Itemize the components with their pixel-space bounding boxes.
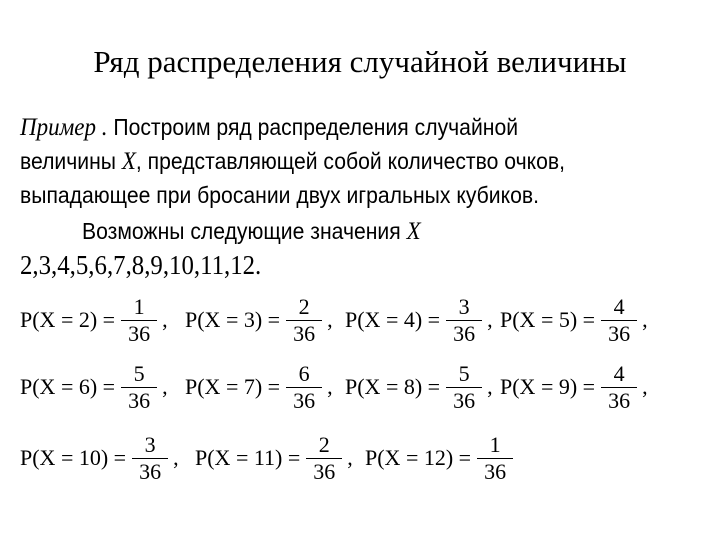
intro-line-4-text: Возможны следующие значения (82, 218, 401, 244)
fraction-numerator: 1 (133, 293, 145, 319)
probability-lhs: P(X = 8) = (345, 374, 441, 399)
probability-fraction (601, 294, 637, 347)
fraction-denominator: 36 (293, 387, 316, 413)
probability-lhs: P(X = 10) = (20, 445, 127, 470)
variable-x: X (406, 218, 421, 245)
fraction-denominator: 36 (608, 387, 631, 413)
probability-lhs: P(X = 5) = (500, 307, 596, 332)
separator-comma: , (162, 307, 168, 332)
probability-fraction (121, 294, 157, 347)
probability-fraction (446, 294, 482, 347)
probability-fraction (286, 294, 322, 347)
intro-line-4 (82, 214, 717, 249)
probability-equation (195, 423, 353, 493)
probability-lhs: P(X = 7) = (185, 374, 281, 399)
fraction-denominator: 36 (128, 387, 151, 413)
fraction-denominator: 36 (453, 387, 476, 413)
probability-equation (20, 285, 168, 355)
fraction-numerator: 5 (133, 360, 145, 386)
intro-line-2-b: , представляющей собой количество очков, (135, 148, 565, 174)
possible-values: 2,3,4,5,6,7,8,9,10,11,12. (20, 250, 262, 280)
separator-comma: , (487, 374, 493, 399)
fraction-numerator: 6 (298, 360, 310, 386)
probability-fraction (306, 432, 342, 485)
intro-line-1 (20, 110, 655, 145)
fraction-numerator: 4 (613, 360, 625, 386)
probability-equation (500, 285, 648, 355)
separator-comma: , (642, 307, 648, 332)
intro-line-3: выпадающее при бросании двух игральных кубиков. (20, 182, 539, 208)
fraction-numerator: 1 (489, 431, 501, 457)
separator-comma: , (642, 374, 648, 399)
probability-equation (20, 423, 179, 493)
example-label: Пример . (20, 114, 108, 141)
probability-equation (20, 352, 168, 422)
fraction-denominator: 36 (608, 320, 631, 346)
probability-lhs: P(X = 11) = (195, 445, 301, 470)
probability-lhs: P(X = 9) = (500, 374, 596, 399)
probability-lhs: P(X = 6) = (20, 374, 116, 399)
fraction-numerator: 3 (458, 293, 470, 319)
fraction-numerator: 3 (144, 431, 156, 457)
intro-line-2-a: величины (20, 148, 116, 174)
fraction-denominator: 36 (484, 458, 507, 484)
fraction-denominator: 36 (128, 320, 151, 346)
probability-equation (500, 352, 648, 422)
fraction-numerator: 2 (318, 431, 330, 457)
intro-line-2 (20, 144, 655, 179)
separator-comma: , (327, 307, 333, 332)
probability-fraction (601, 361, 637, 414)
fraction-denominator: 36 (313, 458, 336, 484)
fraction-denominator: 36 (293, 320, 316, 346)
separator-comma: , (487, 307, 493, 332)
separator-comma: , (162, 374, 168, 399)
probability-fraction (286, 361, 322, 414)
probability-lhs: P(X = 4) = (345, 307, 441, 332)
separator-comma: , (173, 445, 179, 470)
fraction-numerator: 2 (298, 293, 310, 319)
probability-lhs: P(X = 12) = (365, 445, 472, 470)
separator-comma: , (327, 374, 333, 399)
probability-equation (365, 423, 518, 493)
probability-fraction (477, 432, 513, 485)
probability-equation (185, 352, 333, 422)
separator-comma: , (347, 445, 353, 470)
slide-title: Ряд распределения случайной величины (93, 44, 627, 79)
probability-equation (185, 285, 333, 355)
intro-line-1-text: Построим ряд распределения случайной (113, 114, 519, 140)
fraction-denominator: 36 (139, 458, 162, 484)
probability-fraction (121, 361, 157, 414)
variable-x: X (121, 148, 136, 175)
fraction-denominator: 36 (453, 320, 476, 346)
fraction-numerator: 4 (613, 293, 625, 319)
probability-lhs: P(X = 2) = (20, 307, 116, 332)
fraction-numerator: 5 (458, 360, 470, 386)
probability-equation (345, 285, 493, 355)
probability-fraction (446, 361, 482, 414)
probability-fraction (132, 432, 168, 485)
probability-lhs: P(X = 3) = (185, 307, 281, 332)
probability-equation (345, 352, 493, 422)
